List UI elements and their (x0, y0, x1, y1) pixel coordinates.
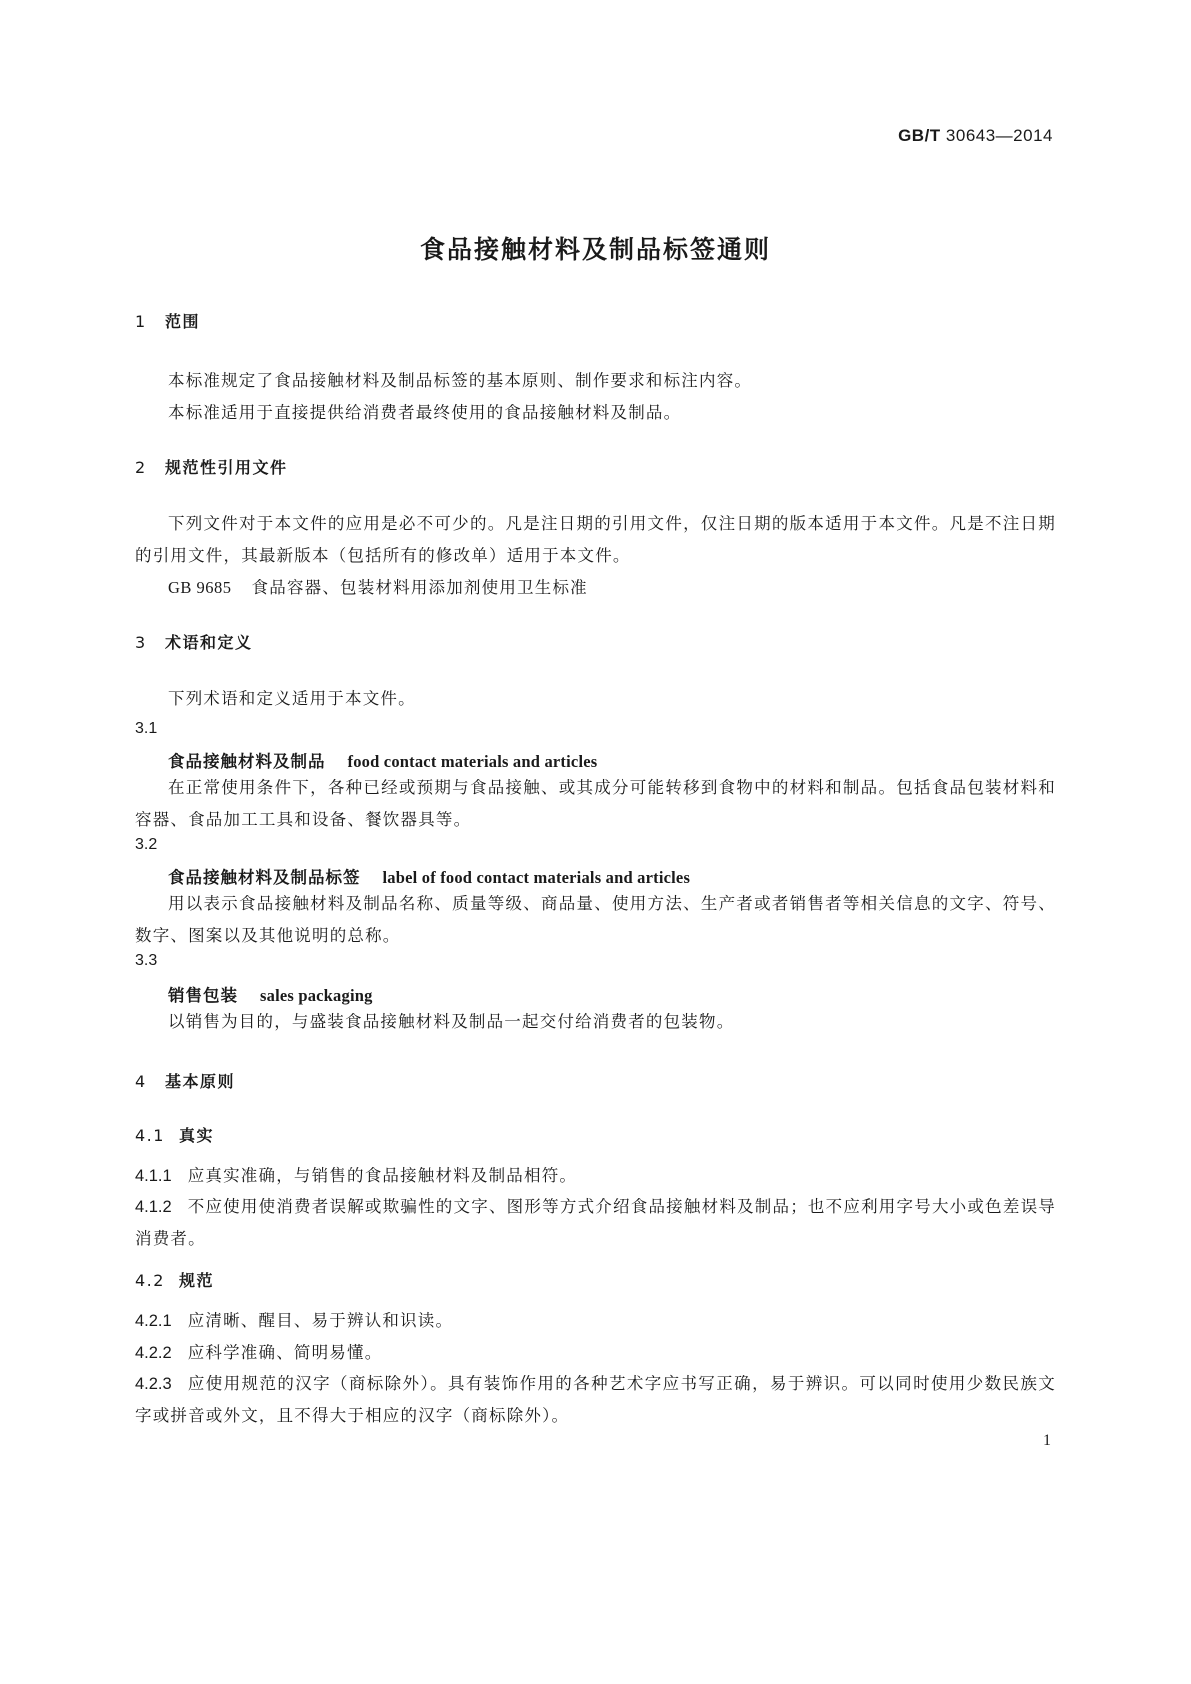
section-4-heading (135, 1069, 235, 1092)
section-title: 基本原则 (165, 1072, 236, 1091)
section-3-heading (135, 630, 253, 653)
subsection-number: 4.2 (135, 1271, 165, 1290)
section-1-heading (135, 309, 200, 332)
clause-number: 4.2.3 (135, 1375, 172, 1393)
terms-intro: 下列术语和定义适用于本文件。 (168, 689, 416, 708)
section-2-heading (135, 455, 288, 478)
scope-paragraph-1: 本标准规定了食品接触材料及制品标签的基本原则、制作要求和标注内容。 (168, 371, 753, 390)
term-heading (168, 748, 597, 772)
term-definition: 以销售为目的，与盛装食品接触材料及制品一起交付给消费者的包装物。 (168, 1012, 735, 1031)
subsection-4-1-heading (135, 1123, 214, 1146)
section-number: 4 (135, 1072, 147, 1091)
term-number: 3.2 (135, 836, 158, 853)
clause-4-2-3 (135, 1368, 1056, 1432)
term-english: food contact materials and articles (347, 752, 598, 771)
reference-code: GB 9685 (168, 578, 232, 597)
clause-number: 4.2.1 (135, 1312, 172, 1330)
scope-paragraph-2: 本标准适用于直接提供给消费者最终使用的食品接触材料及制品。 (168, 403, 682, 422)
document-title: 食品接触材料及制品标签通则 (419, 235, 771, 264)
standard-prefix: GB/T (898, 126, 941, 145)
term-chinese: 食品接触材料及制品标签 (168, 868, 361, 887)
clause-4-1-2 (135, 1191, 1056, 1255)
term-number: 3.3 (135, 952, 158, 969)
clause-text: 应真实准确，与销售的食品接触材料及制品相符。 (187, 1166, 578, 1185)
subsection-title: 规范 (179, 1271, 215, 1290)
clause-number: 4.1.1 (135, 1167, 172, 1185)
standard-code (898, 126, 1053, 146)
clause-number: 4.2.2 (135, 1344, 172, 1362)
term-chinese: 销售包装 (168, 986, 238, 1005)
clause-4-1-1 (135, 1160, 1056, 1192)
term-chinese: 食品接触材料及制品 (168, 752, 326, 771)
reference-entry (168, 572, 588, 604)
clause-4-2-2 (135, 1337, 1056, 1369)
normative-references-paragraph: 下列文件对于本文件的应用是必不可少的。凡是注日期的引用文件，仅注日期的版本适用于本文件。凡是不注日期的引用文件，其最新版本（包括所有的修改单）适用于本文件。 (135, 514, 1056, 565)
clause-4-2-1 (135, 1305, 1056, 1337)
section-title: 规范性引用文件 (165, 458, 288, 477)
standard-number: 30643—2014 (945, 126, 1053, 145)
section-title: 范围 (165, 312, 201, 331)
section-number: 1 (135, 312, 147, 331)
clause-number: 4.1.2 (135, 1198, 172, 1216)
subsection-number: 4.1 (135, 1126, 165, 1145)
subsection-4-2-heading (135, 1268, 214, 1291)
section-number: 2 (135, 458, 147, 477)
term-heading (168, 864, 690, 888)
clause-text: 应使用规范的汉字（商标除外）。具有装饰作用的各种艺术字应书写正确，易于辨识。可以同时使用少数民族文字或拼音或外文，且不得大于相应的汉字（商标除外）。 (135, 1374, 1056, 1425)
term-number: 3.1 (135, 720, 158, 737)
term-english: sales packaging (260, 986, 373, 1005)
reference-title: 食品容器、包装材料用添加剂使用卫生标准 (251, 578, 588, 597)
section-title: 术语和定义 (165, 633, 253, 652)
clause-text: 不应使用使消费者误解或欺骗性的文字、图形等方式介绍食品接触材料及制品；也不应利用字号大小或色差误导消费者。 (135, 1197, 1056, 1248)
term-heading (168, 982, 373, 1006)
term-english: label of food contact materials and articles (382, 868, 691, 887)
subsection-title: 真实 (179, 1126, 215, 1145)
page-number: 1 (1043, 1432, 1051, 1449)
clause-text: 应科学准确、简明易懂。 (187, 1343, 383, 1362)
term-definition: 用以表示食品接触材料及制品名称、质量等级、商品量、使用方法、生产者或者销售者等相关信息的文字、符号、数字、图案以及其他说明的总称。 (135, 894, 1056, 945)
clause-text: 应清晰、醒目、易于辨认和识读。 (187, 1311, 454, 1330)
term-definition: 在正常使用条件下，各种已经或预期与食品接触、或其成分可能转移到食物中的材料和制品。包括食品包装材料和容器、食品加工工具和设备、餐饮器具等。 (135, 778, 1056, 829)
section-number: 3 (135, 633, 147, 652)
